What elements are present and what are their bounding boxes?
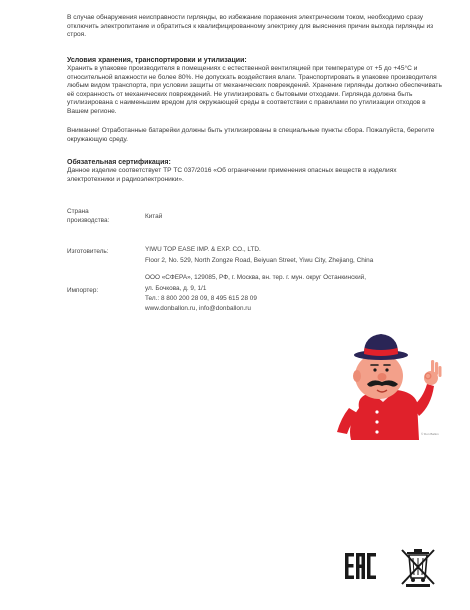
mascot-illustration [337, 328, 445, 440]
importer-line-1: ООО «СФЕРА», 129085, РФ, г. Москва, вн. тер. г. мун. округ Останкинский, [145, 274, 366, 281]
intro-paragraph: В случае обнаружения неисправности гирлянды, во избежание поражения электрическим током, необходимо сразу отключить электропитание и обратиться к квалифицированному электрику для выяснения причин выхода гирлянды из строя. [67, 14, 434, 39]
country-value: Китай [145, 213, 163, 220]
crossed-bin-icon [398, 546, 438, 588]
country-label: Страна производства: [67, 208, 110, 224]
manufacturer-name: YIWU TOP EASE IMP. & EXP. CO., LTD. [145, 246, 261, 253]
mascot-copyright: © Don Ballon [421, 432, 439, 436]
certification-heading: Обязательная сертификация: [67, 159, 171, 166]
importer-phone: Тел.: 8 800 200 28 09, 8 495 615 28 09 [145, 295, 257, 302]
manufacturer-address: Floor 2, No. 529, North Zongze Road, Beiyuan Street, Yiwu City, Zhejiang, China [145, 257, 374, 264]
warning-paragraph: Внимание! Отработанные батарейки должны быть утилизированы в специальные пункты сбора. Пожалуйста, берегите окружающую среду. [67, 127, 435, 143]
importer-line-2: ул. Бочкова, д. 9, 1/1 [145, 285, 207, 292]
eac-mark-icon [343, 551, 379, 581]
importer-label: Импортер: [67, 287, 99, 294]
storage-heading: Условия хранения, транспортировки и утилизации: [67, 57, 247, 64]
storage-paragraph: Хранить в упаковке производителя в помещениях с естественной вентиляцией при температуре от +5 до +45°С и относительной влажности не более 80%. Не допускать воздействия влаги. Транспортировать в упаковке производителя любым видом транспорта, при условии защиты от механических повреждений. Хранение гирлянды должно обеспечивать её сохранность от механических повреждений. Не утилизировать с бытовыми отходами. Гирлянда должна быть утилизирована с наименьшим вредом для окружающей среды в соответствии с правилами по утилизации отходов в Вашем регионе. [67, 65, 442, 115]
certification-paragraph: Данное изделие соответствует ТР ТС 037/2016 «Об ограничении применения опасных веществ в изделиях электротехники и радиоэлектроники». [67, 167, 397, 183]
importer-web: www.donballon.ru, info@donballon.ru [145, 305, 251, 312]
manufacturer-label: Изготовитель: [67, 248, 109, 255]
